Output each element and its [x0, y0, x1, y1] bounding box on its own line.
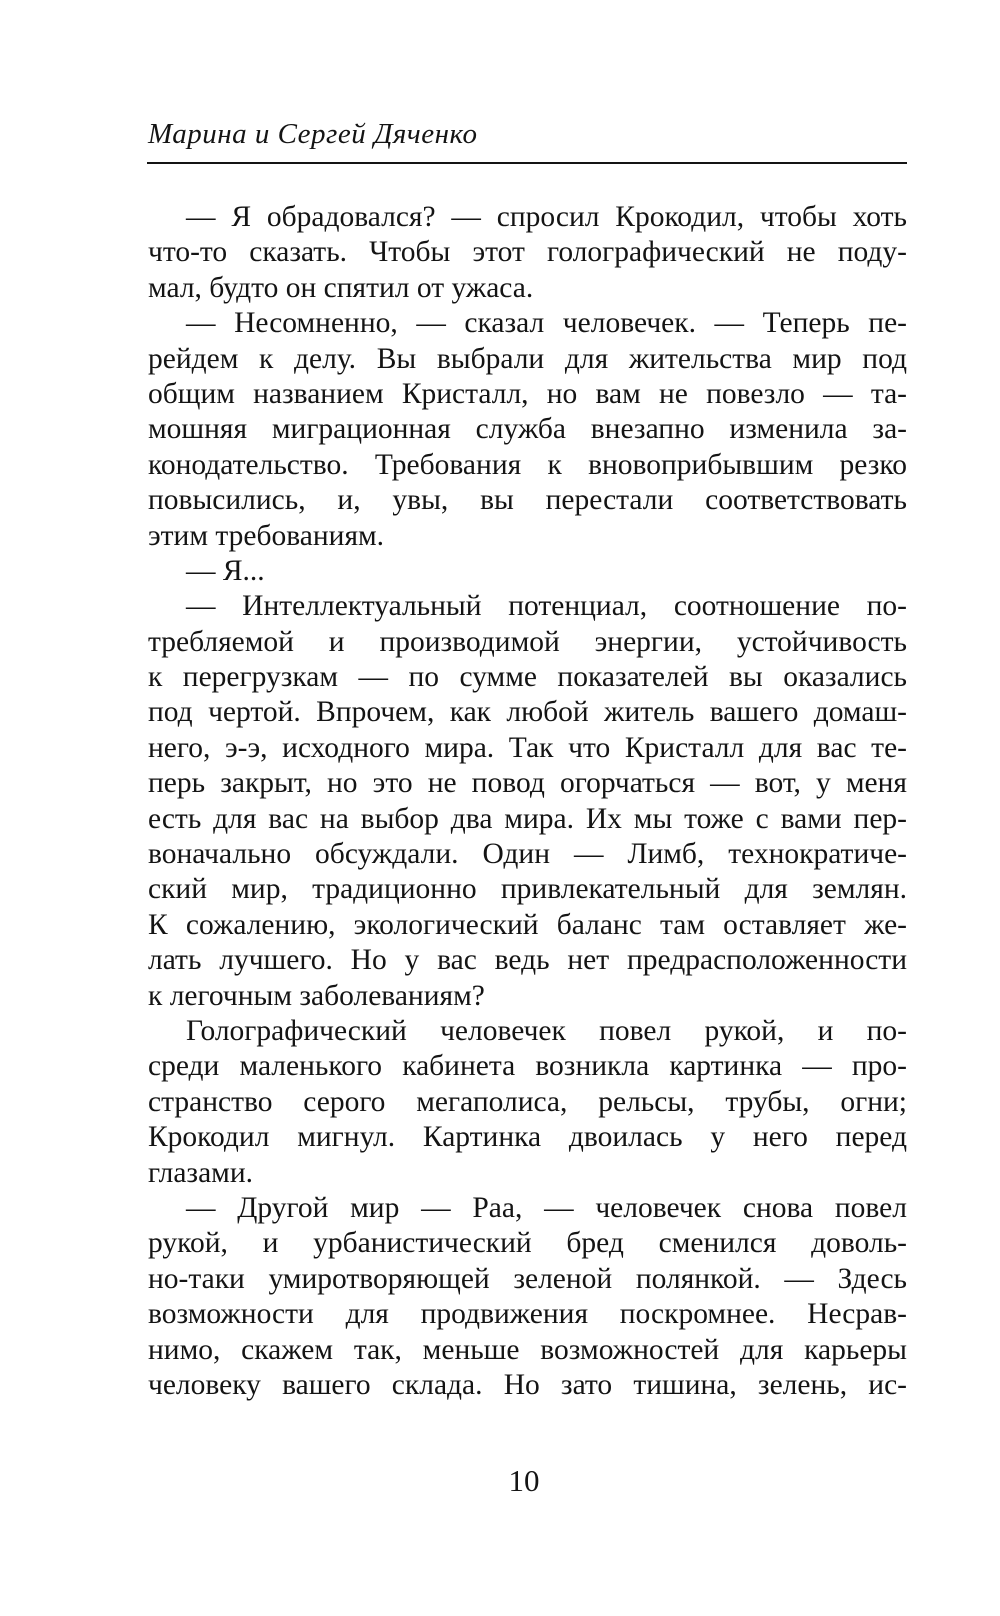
- text-line: рейдем к делу. Вы выбрали для жительства мир под: [148, 342, 907, 375]
- text-line: что-то сказать. Чтобы этот голографический не поду-: [148, 236, 907, 269]
- text-line: возможности для продвижения поскромнее. Несрав-: [148, 1298, 907, 1331]
- header-divider: [147, 162, 907, 164]
- text-line: — Интеллектуальный потенциал, соотношение по-: [186, 590, 907, 623]
- text-line: глазами.: [148, 1156, 253, 1189]
- text-line: нимо, скажем так, меньше возможностей для карьеры: [148, 1333, 907, 1366]
- text-line: к легочным заболеваниям?: [148, 979, 485, 1012]
- text-line: под чертой. Впрочем, как любой житель вашего домаш-: [148, 696, 907, 729]
- text-line: ский мир, традиционно привлекательный для землян.: [148, 873, 907, 906]
- text-line: воначально обсуждали. Один — Лимб, технократиче-: [148, 838, 907, 871]
- text-line: требляемой и производимой энергии, устойчивость: [148, 625, 907, 658]
- text-line: — Несомненно, — сказал человечек. — Теперь пе-: [186, 307, 907, 340]
- text-line: мал, будто он спятил от ужаса.: [148, 271, 534, 304]
- text-line: Голографический человечек повел рукой, и по-: [186, 1014, 907, 1047]
- text-line: но-таки умиротворяющей зеленой полянкой. — Здесь: [148, 1262, 907, 1295]
- running-head-title: Марина и Сергей Дяченко: [148, 118, 478, 150]
- text-line: — Я обрадовался? — спросил Крокодил, чтобы хоть: [186, 201, 907, 233]
- text-line: К сожалению, экологический баланс там оставляет же-: [148, 908, 907, 941]
- text-line: мошняя миграционная служба внезапно изменила за-: [148, 413, 907, 446]
- text-line: странство серого мегаполиса, рельсы, трубы, огни;: [148, 1085, 907, 1118]
- text-line: — Я...: [186, 554, 265, 587]
- text-line: лать лучшего. Но у вас ведь нет предрасположенности: [148, 944, 907, 977]
- text-line: среди маленького кабинета возникла картинка — про-: [148, 1050, 907, 1083]
- body-text: [148, 200, 907, 1403]
- text-line: него, э-э, исходного мира. Так что Кристалл для вас те-: [148, 731, 907, 764]
- text-line: этим требованиям.: [148, 519, 385, 552]
- text-line: повысились, и, увы, вы перестали соответствовать: [148, 484, 907, 517]
- text-line: к перегрузкам — по сумме показателей вы оказались: [148, 661, 907, 694]
- text-line: — Другой мир — Раа, — человечек снова повел: [186, 1191, 907, 1224]
- text-line: есть для вас на выбор два мира. Их мы тоже с вами пер-: [148, 802, 907, 835]
- page-number: 10: [508, 1463, 540, 1498]
- text-line: Крокодил мигнул. Картинка двоилась у него перед: [148, 1121, 907, 1154]
- text-line: перь закрыт, но это не повод огорчаться — вот, у меня: [148, 767, 907, 800]
- text-line: конодательство. Требования к вновоприбывшим резко: [148, 448, 907, 481]
- text-line: рукой, и урбанистический бред сменился доволь-: [148, 1227, 907, 1260]
- text-line: общим названием Кристалл, но вам не повезло — та-: [148, 377, 907, 410]
- text-line: человеку вашего склада. Но зато тишина, зелень, ис-: [148, 1368, 907, 1401]
